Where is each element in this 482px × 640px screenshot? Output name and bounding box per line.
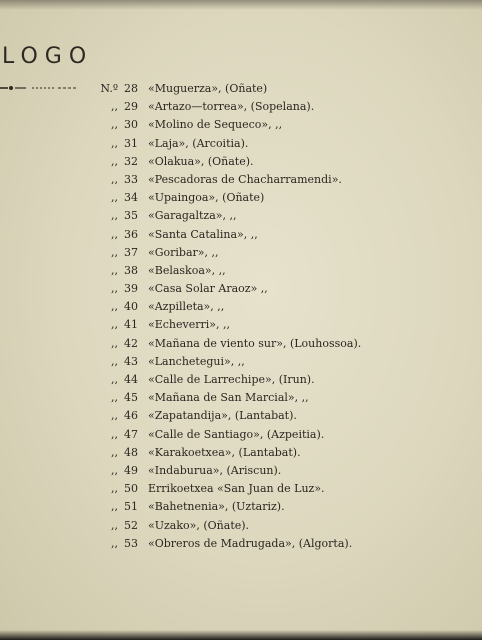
entry-number: 29 — [124, 100, 138, 114]
entry-number: 41 — [124, 318, 138, 332]
entry-title: «Goribar», ,, — [148, 245, 219, 259]
entry-title: «Mañana de San Marcial», ,, — [148, 391, 309, 405]
catalogue-entry — [0, 371, 482, 389]
entry-marker: ,, — [111, 227, 118, 241]
catalogue-entry — [0, 462, 482, 480]
page-top-shadow — [0, 0, 482, 10]
catalogue-entry — [0, 226, 482, 244]
entry-title: «Upaingoa», (Oñate) — [148, 191, 265, 205]
entry-number: 52 — [124, 518, 138, 532]
entry-number: 36 — [124, 227, 138, 241]
entry-marker: N.º — [100, 82, 118, 95]
entry-marker: ,, — [111, 500, 118, 514]
catalogue-entry — [0, 480, 482, 498]
catalogue-entry — [0, 171, 482, 189]
entry-title: «Laja», (Arcoitia). — [148, 136, 249, 150]
entry-number: 51 — [124, 500, 138, 514]
entry-number: 47 — [124, 427, 138, 441]
entry-number: 35 — [124, 209, 138, 223]
entry-marker: ,, — [111, 209, 118, 223]
entry-number: 45 — [124, 391, 138, 405]
entry-marker: ,, — [111, 336, 118, 350]
entry-title: «Calle de Santiago», (Azpeitia). — [148, 427, 325, 441]
entry-marker: ,, — [111, 282, 118, 296]
catalogue-entry — [0, 262, 482, 280]
entry-number: 37 — [124, 245, 138, 259]
entry-title: «Artazo—torrea», (Sopelana). — [148, 100, 315, 114]
catalogue-entry — [0, 353, 482, 371]
entry-title: «Mañana de viento sur», (Louhossoa). — [148, 336, 362, 350]
entry-marker: ,, — [111, 118, 118, 132]
entry-number: 49 — [124, 463, 138, 477]
entry-title: «Olakua», (Oñate). — [148, 154, 254, 168]
entry-number: 50 — [124, 482, 138, 496]
catalogue-entry — [0, 316, 482, 334]
catalogue-entry — [0, 426, 482, 444]
entry-title: «Uzako», (Oñate). — [148, 518, 250, 532]
entry-marker: ,, — [111, 518, 118, 532]
page-bottom-shadow — [0, 630, 482, 640]
catalogue-entry — [0, 535, 482, 553]
entry-marker: ,, — [111, 263, 118, 277]
entry-marker: ,, — [111, 318, 118, 332]
catalogue-entry — [0, 407, 482, 425]
catalogue-entry — [0, 80, 482, 98]
entry-number: 46 — [124, 409, 138, 423]
entry-title: «Bahetnenia», (Uztariz). — [148, 500, 285, 514]
entry-marker: ,, — [111, 300, 118, 314]
entry-title: «Molino de Sequeco», ,, — [148, 118, 283, 132]
entry-number: 53 — [124, 536, 138, 550]
catalogue-entry — [0, 298, 482, 316]
entry-title: Errikoetxea «San Juan de Luz». — [148, 482, 325, 496]
catalogue-entry — [0, 498, 482, 516]
entry-marker: ,, — [111, 536, 118, 550]
entry-title: «Garagaltza», ,, — [148, 209, 237, 223]
entry-marker: ,, — [111, 245, 118, 259]
entry-title: «Indaburua», (Ariscun). — [148, 463, 282, 477]
entry-number: 42 — [124, 336, 138, 350]
entry-marker: ,, — [111, 409, 118, 423]
catalogue-entry — [0, 444, 482, 462]
entry-number: 34 — [124, 191, 138, 205]
entry-number: 39 — [124, 282, 138, 296]
catalogue-entry — [0, 389, 482, 407]
entry-number: 28 — [124, 82, 138, 95]
entry-marker: ,, — [111, 136, 118, 150]
entry-title: «Echeverri», ,, — [148, 318, 230, 332]
catalogue-entry — [0, 116, 482, 134]
entry-number: 48 — [124, 445, 138, 459]
catalogue-entry — [0, 207, 482, 225]
catalogue-entry — [0, 280, 482, 298]
entry-marker: ,, — [111, 391, 118, 405]
entry-number: 31 — [124, 136, 138, 150]
entry-marker: ,, — [111, 373, 118, 386]
entry-number: 32 — [124, 154, 138, 168]
catalogue-list — [0, 80, 482, 553]
catalogue-entry — [0, 135, 482, 153]
entry-number: 38 — [124, 263, 138, 277]
entry-title: «Pescadoras de Chacharramendi». — [148, 172, 342, 186]
entry-title: «Muguerza», (Oñate) — [148, 82, 268, 95]
entry-number: 40 — [124, 300, 138, 314]
catalogue-entry — [0, 189, 482, 207]
entry-title: «Lanchetegui», ,, — [148, 354, 245, 368]
entry-marker: ,, — [111, 445, 118, 459]
entry-marker: ,, — [111, 100, 118, 114]
page-heading: LOGO — [2, 44, 94, 69]
entry-title: «Belaskoa», ,, — [148, 263, 226, 277]
entry-number: 44 — [124, 373, 138, 386]
entry-marker: ,, — [111, 154, 118, 168]
entry-marker: ,, — [111, 482, 118, 496]
entry-number: 30 — [124, 118, 138, 132]
entry-number: 33 — [124, 172, 138, 186]
catalogue-entry — [0, 335, 482, 353]
catalogue-entry — [0, 153, 482, 171]
entry-title: «Zapatandija», (Lantabat). — [148, 409, 297, 423]
entry-marker: ,, — [111, 427, 118, 441]
entry-marker: ,, — [111, 191, 118, 205]
entry-title: «Calle de Larrechipe», (Irun). — [148, 373, 315, 386]
entry-title: «Karakoetxea», (Lantabat). — [148, 445, 301, 459]
catalogue-entry — [0, 244, 482, 262]
catalogue-entry — [0, 517, 482, 535]
entry-marker: ,, — [111, 172, 118, 186]
entry-number: 43 — [124, 354, 138, 368]
entry-title: «Obreros de Madrugada», (Algorta). — [148, 536, 353, 550]
catalogue-entry — [0, 98, 482, 116]
entry-title: «Santa Catalina», ,, — [148, 227, 258, 241]
entry-title: «Azpilleta», ,, — [148, 300, 225, 314]
entry-title: «Casa Solar Araoz» ,, — [148, 282, 268, 296]
entry-marker: ,, — [111, 354, 118, 368]
entry-marker: ,, — [111, 463, 118, 477]
